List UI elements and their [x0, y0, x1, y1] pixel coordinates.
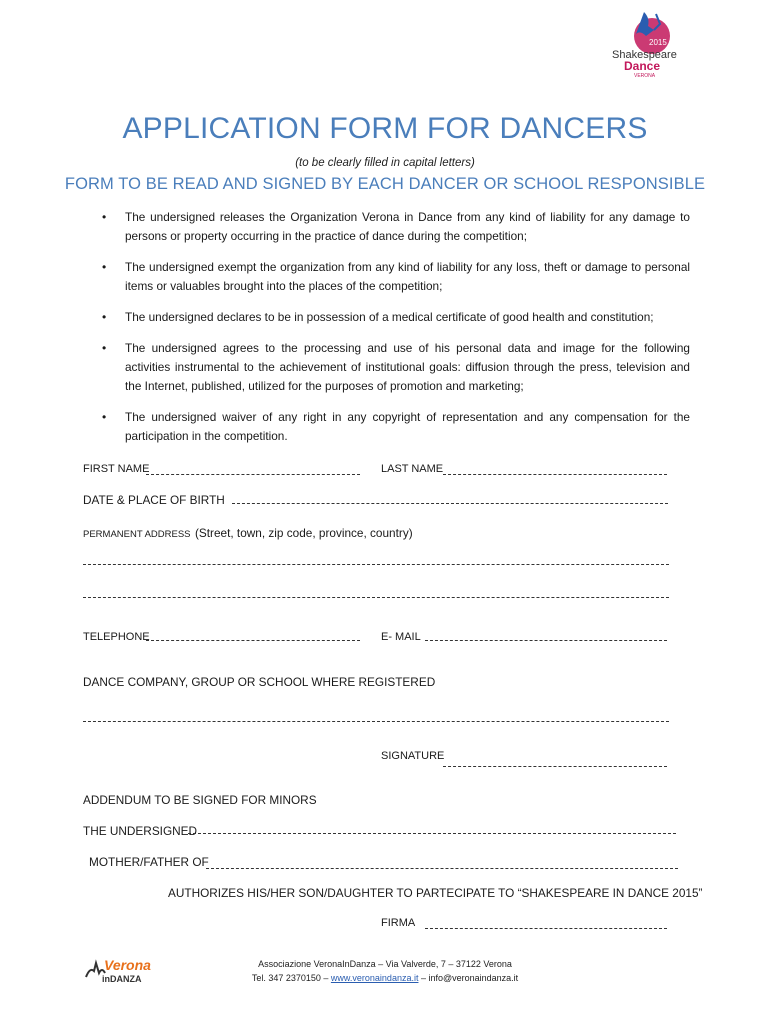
dancers-silhouette-icon — [84, 955, 164, 985]
section-heading: FORM TO BE READ AND SIGNED BY EACH DANCER OR SCHOOL RESPONSIBLE — [64, 175, 706, 193]
address-hint: (Street, town, zip code, province, country) — [194, 526, 413, 540]
address-label-row — [83, 524, 413, 542]
email-field[interactable] — [425, 640, 667, 641]
company-label: DANCE COMPANY, GROUP OR SCHOOL WHERE REGISTERED — [83, 675, 436, 689]
footer-line-1: Associazione VeronaInDanza – Via Valverde, 7 – 37122 Verona — [258, 959, 512, 969]
logo-year: 2015 — [649, 38, 667, 47]
undersigned-label: THE UNDERSIGNED — [83, 824, 198, 838]
form-subtitle: (to be clearly filled in capital letters) — [295, 157, 475, 169]
address-field-line-1[interactable] — [83, 564, 669, 565]
logo-word-shakespeare: Shakespeare — [612, 49, 677, 61]
logo-word-indanza: inDANZA — [102, 974, 142, 984]
term-item: • The undersigned exempt the organization from any kind of liability for any loss, theft or damage to personal items or valuables brought into the places of the competition; — [100, 258, 690, 296]
address-field-line-2[interactable] — [83, 597, 669, 598]
term-item: • The undersigned waiver of any right in any copyright of representation and any compensation for the participation in the competition. — [100, 408, 690, 446]
authorizes-text: AUTHORIZES HIS/HER SON/DAUGHTER TO PARTECIPATE TO “SHAKESPEARE IN DANCE 2015” — [168, 886, 703, 900]
signature-label: SIGNATURE — [381, 750, 445, 762]
footer-email: – info@veronaindanza.it — [418, 973, 519, 983]
footer-line-2 — [200, 971, 570, 985]
footer-website-link[interactable]: www.veronaindanza.it — [330, 973, 419, 983]
company-field[interactable] — [83, 721, 669, 722]
first-name-label: FIRST NAME — [83, 463, 150, 475]
last-name-field[interactable] — [443, 474, 667, 475]
telephone-field[interactable] — [146, 640, 360, 641]
logo-word-verona: VERONA — [634, 73, 656, 78]
birth-field[interactable] — [232, 503, 668, 504]
logo-word-dance: Dance — [624, 59, 661, 73]
telephone-label: TELEPHONE — [83, 631, 150, 643]
dancer-silhouette-icon — [604, 8, 684, 78]
first-name-field[interactable] — [146, 474, 360, 475]
addendum-heading: ADDENDUM TO BE SIGNED FOR MINORS — [83, 793, 317, 807]
undersigned-field[interactable] — [188, 833, 676, 834]
term-item: • The undersigned releases the Organization Verona in Dance from any kind of liability for any damage to persons or property occurring in the practice of dance during the competition; — [100, 208, 690, 246]
footer-tel: Tel. 347 2370150 – — [251, 973, 331, 983]
form-title: APPLICATION FORM FOR DANCERS — [122, 112, 648, 145]
shakespeare-in-dance-logo — [604, 8, 684, 78]
terms-list — [100, 208, 690, 458]
footer-address — [200, 957, 570, 985]
term-item: • The undersigned declares to be in possession of a medical certificate of good health and constitution; — [100, 308, 690, 327]
logo-word-verona-footer: Verona — [104, 957, 151, 973]
signature-field[interactable] — [443, 766, 667, 767]
firma-label: FIRMA — [381, 917, 416, 929]
parent-of-field[interactable] — [206, 868, 678, 869]
birth-label: DATE & PLACE OF BIRTH — [83, 493, 225, 507]
address-label: PERMANENT ADDRESS — [83, 529, 191, 540]
parent-of-label: MOTHER/FATHER OF — [89, 855, 209, 869]
verona-in-danza-logo — [84, 955, 164, 985]
firma-field[interactable] — [425, 928, 667, 929]
term-item: • The undersigned agrees to the processing and use of his personal data and image for the following activities instrumental to the achievement of institutional goals: diffusion through the press, television and the Internet, published, utilized for the purposes of promotion and marketing; — [100, 339, 690, 396]
last-name-label: LAST NAME — [381, 463, 444, 475]
email-label: E- MAIL — [381, 631, 421, 643]
